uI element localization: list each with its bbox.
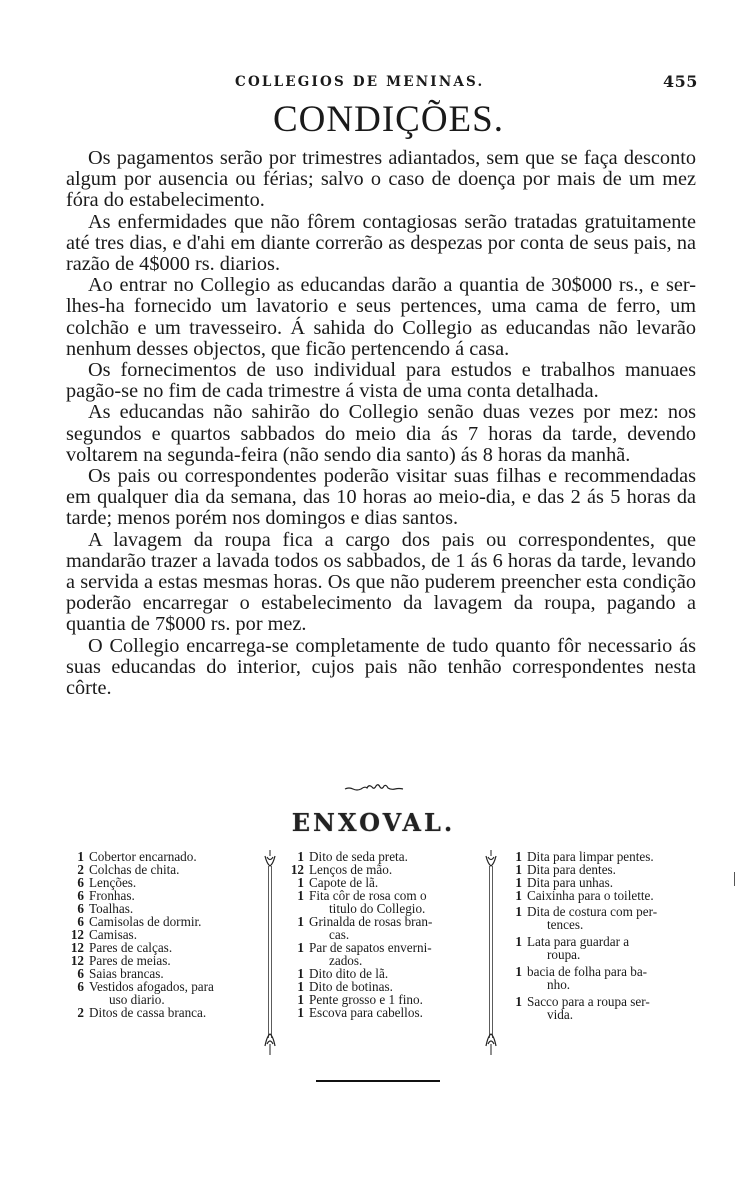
enxoval-column-2 [282,850,482,1019]
item-desc-continuation: tences. [547,917,584,932]
item-desc: bacia de folha para ba- [527,964,648,979]
paragraph-payments: Os pagamentos serão por trimestres adiantados, sem que se faça desconto algum por ausencia ou férias; salvo o caso de doença por mais de um mez fóra do estabelecimento. [66,147,696,212]
paragraph-supplies: Os fornecimentos de uso individual para estudos e trabalhos manuaes pagão-se no fim de cada trimestre á vista de uma conta detalhada. [66,359,696,403]
item-desc-continuation: nho. [547,977,571,992]
list-item: 1 Caixinha para o toilette. [515,888,654,903]
item-desc: Grinalda de rosas bran- [309,914,433,929]
list-item: 1 Cobertor encarnado. [77,849,197,864]
item-desc-continuation: uso diario. [109,992,165,1007]
list-item: 6 Camisolas de dormir. [77,914,202,929]
conditions-body [66,148,696,699]
list-item: 1 Dito de botinas. [297,979,393,994]
ornamental-column-divider-icon [263,850,277,1055]
list-item: 1 Dita de costura com per- tences. [500,905,700,931]
list-item: 12 Camisas. [70,927,137,942]
item-desc: Vestidos afogados, para [89,979,214,994]
list-item: 1 Capote de lã. [297,875,379,890]
list-item: 6 Toalhas. [77,901,134,916]
list-item: 1 bacia de folha para ba- nho. [500,965,700,991]
item-desc-continuation: vida. [547,1007,574,1022]
ornamental-column-divider-icon [484,850,498,1055]
enxoval-list [62,850,712,1050]
list-item: 6 Vestidos afogados, para uso diario. [62,980,258,1006]
list-item: 2 Colchas de chita. [77,862,180,877]
item-desc: Fita côr de rosa com o [309,888,427,903]
list-item: 1 Escova para cabellos. [297,1005,423,1020]
paragraph-illness: As enfermidades que não fôrem contagiosas serão tratadas gratuitamente até tres dias, e d'ahi em diante correrão as despezas por conta de seus pais, na razão de 4$000 rs. diarios. [66,210,696,276]
running-head [0,74,747,96]
paragraph-entry-fee: Ao entrar no Collegio as educandas darão a quantia de 30$000 rs., e ser-lhes-ha fornecido um lavatorio e seus pertences, uma cama de ferro, um colchão e um travesseiro. Á sahida do Collegio as educandas não levarão nenhum desses objectos, que ficão pertencendo á casa. [66,274,696,360]
list-item: 1 Fita côr de rosa com o titulo do Collegio. [282,889,482,915]
flourish-ornament-icon [0,781,747,799]
list-item: 1 Grinalda de rosas bran- cas. [282,915,482,941]
list-item: 1 Par de sapatos enverni- zados. [282,941,482,967]
margin-mark [734,872,735,886]
item-desc: Dita de costura com per- [527,904,658,919]
item-desc-continuation: cas. [329,927,350,942]
list-item: 1 Dita para dentes. [515,862,616,877]
paragraph-visits: Os pais ou correspondentes poderão visitar suas filhas e recommendadas em qualquer dia da semana, das 10 horas ao meio-dia, e das 2 ás 5 horas da tarde; menos porém nos domingos e dias santos. [66,465,696,530]
paragraph-interior-students: O Collegio encarrega-se completamente de tudo quanto fôr necessario ás suas educandas do interior, cujos pais não tenhão correspondentes nesta côrte. [66,634,696,700]
item-desc: Par de sapatos enverni- [309,940,432,955]
page-number: 455 [663,72,698,91]
paragraph-laundry: A lavagem da roupa fica a cargo dos pais ou correspondentes, que mandarão trazer a lavada todos os sabbados, de 1 ás 6 horas da tarde, levando a servida a estas mesmas horas. Os que não puderem preencher esta condição poderão encarregar o estabelecimento da lavagem da roupa, pagando a quantia de 7$000 rs. por mez. [66,528,696,636]
list-item: 1 Dita para limpar pentes. [515,849,654,864]
list-item: 6 Lenções. [77,875,137,890]
list-item: 6 Saias brancas. [77,966,164,981]
list-item: 1 Pente grosso e 1 fino. [297,992,423,1007]
list-item: 1 Dito de seda preta. [297,849,408,864]
list-item: 1 Lata para guardar a roupa. [500,935,700,961]
section-title: CONDIÇÕES. [273,99,504,140]
list-item: 2 Ditos de cassa branca. [77,1005,207,1020]
footer-rule [316,1080,440,1082]
paragraph-outings: As educandas não sahirão do Collegio senão duas vezes por mez: nos segundos e quartos sabbados do meio dia ás 7 horas da tarde, devendo voltarem na segunda-feira (não sendo dia santo) ás 8 horas da manhã. [66,401,696,466]
list-item: 12 Pares de calças. [70,940,173,955]
list-item: 12 Lenços de mão. [290,862,393,877]
item-desc: Lata para guardar a [527,934,630,949]
item-desc: Sacco para a roupa ser- [527,994,650,1009]
item-desc-continuation: roupa. [547,947,581,962]
list-item: 1 Dita para unhas. [515,875,614,890]
enxoval-column-3 [500,850,700,1021]
running-title: COLLEGIOS DE MENINAS. [235,74,485,90]
enxoval-column-1 [62,850,258,1019]
item-desc-continuation: zados. [329,953,363,968]
list-item: 1 Dito dito de lã. [297,966,389,981]
list-item: 1 Sacco para a roupa ser- vida. [500,995,700,1021]
list-item: 12 Pares de meias. [70,953,171,968]
enxoval-title: ENXOVAL. [291,808,456,837]
item-desc-continuation: titulo do Collegio. [329,901,426,916]
list-item: 6 Fronhas. [77,888,135,903]
